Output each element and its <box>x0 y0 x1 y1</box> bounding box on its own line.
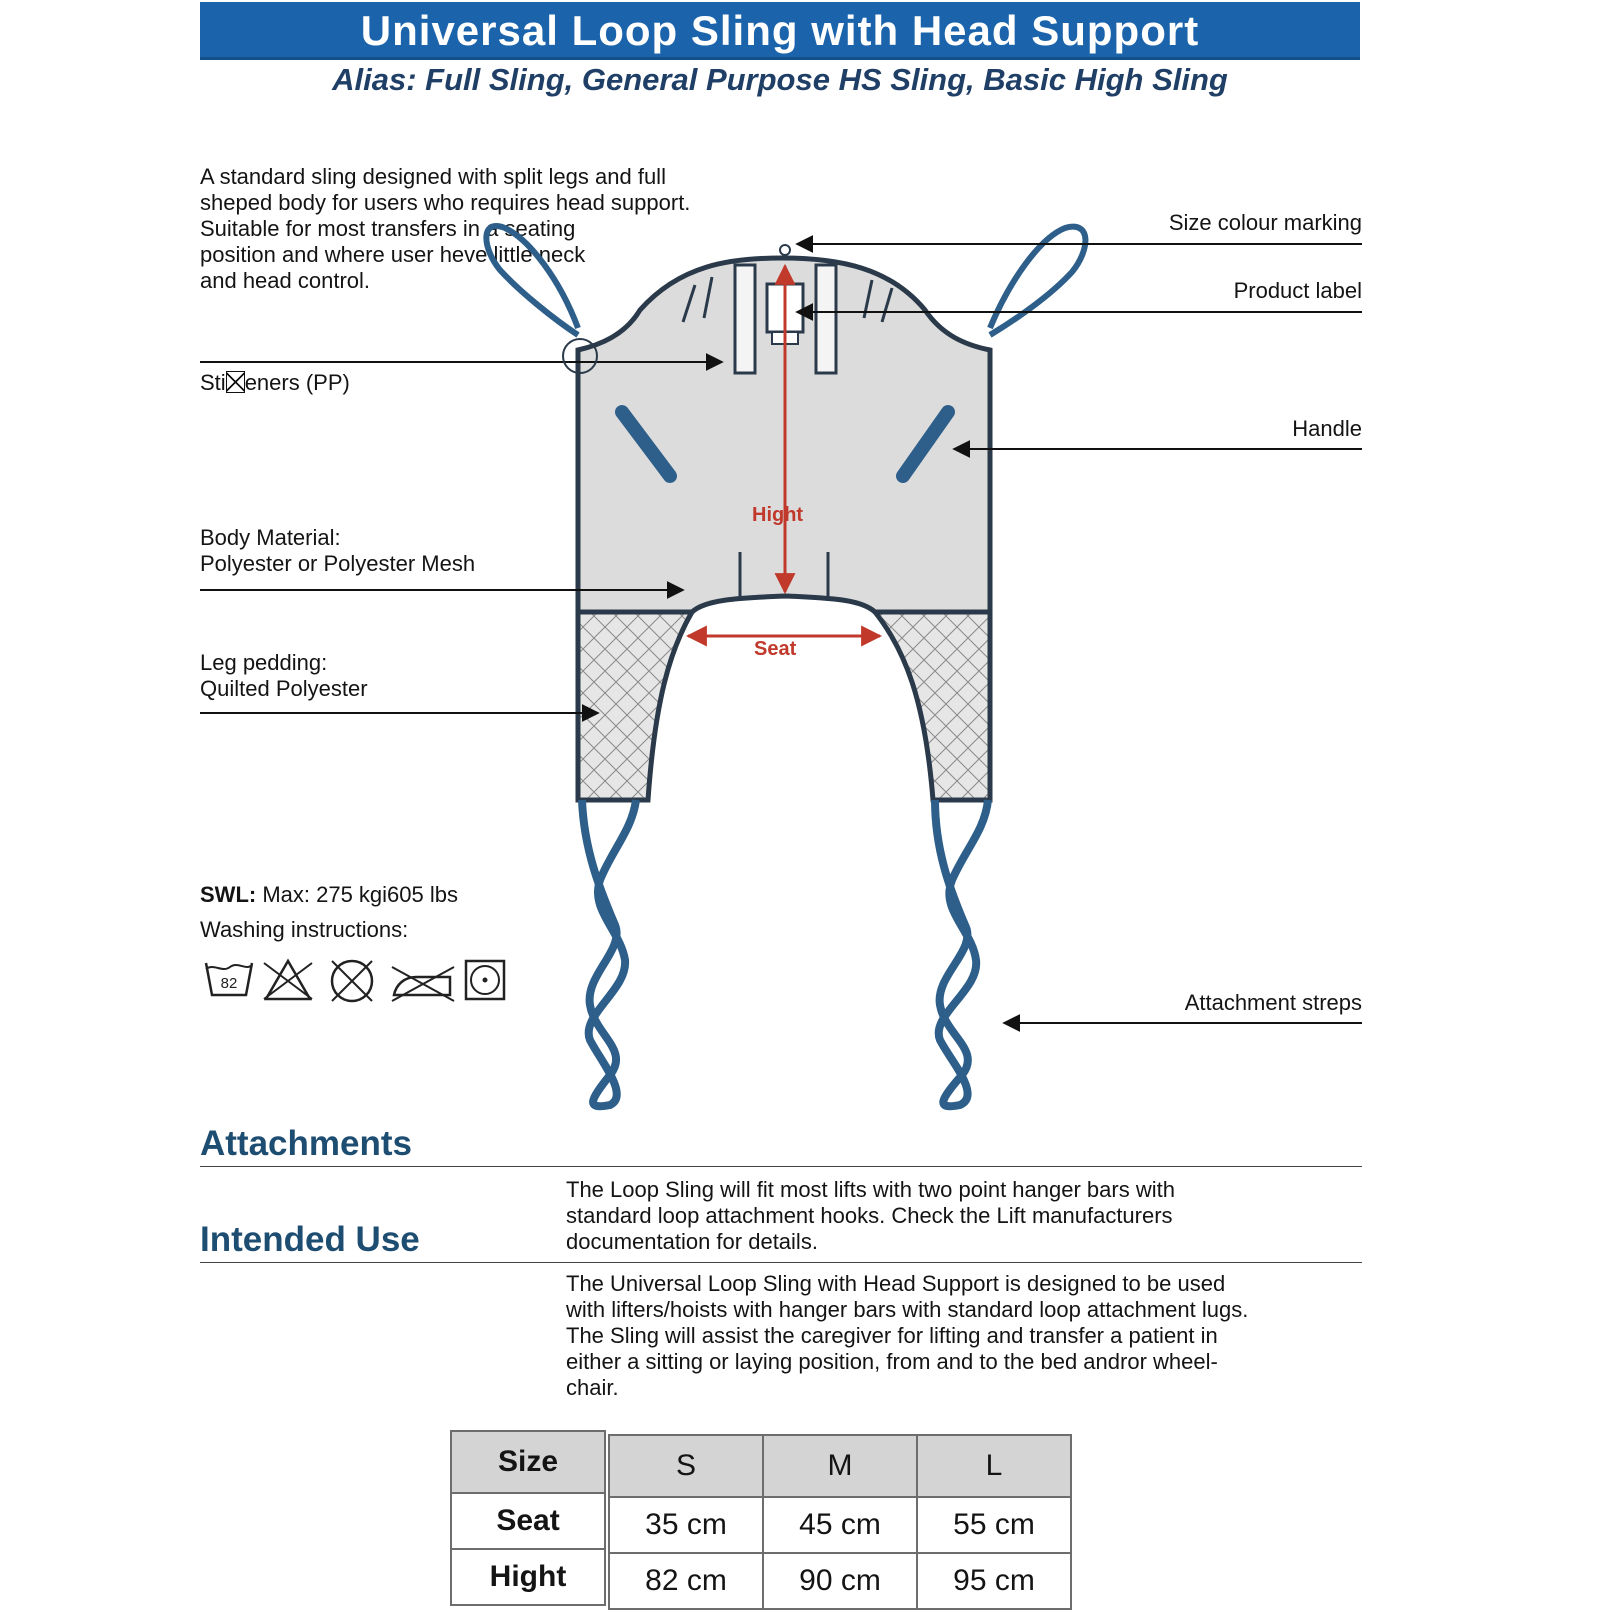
table-cell: 45 cm <box>763 1497 917 1553</box>
table-cell: 90 cm <box>763 1553 917 1609</box>
table-cell: 82 cm <box>609 1553 763 1609</box>
leg-padding-label: Leg pedding: Quilted Polyester <box>200 650 368 701</box>
attachments-text: The Loop Sling will fit most lifts with two point hanger bars with standard loop attachment hooks. Check the Lift manufacturers documentation for details. <box>566 1177 1175 1254</box>
size-table-row-headers <box>450 1430 606 1606</box>
intended-use-heading: Intended Use <box>200 1220 420 1259</box>
left-head-loop <box>486 226 578 335</box>
wash-82-icon <box>206 963 252 995</box>
size-colour-marking-label: Size colour marking <box>1168 210 1362 235</box>
left-leg-strap <box>582 800 636 1106</box>
description-line: position and where user heve little neck <box>200 242 586 267</box>
dry-clean-icon <box>466 961 504 999</box>
right-head-loop <box>990 227 1085 335</box>
hight-dimension-label: Hight <box>752 504 804 526</box>
hight-row-header: Hight <box>451 1549 605 1605</box>
page-subtitle: Alias: Full Sling, General Purpose HS Sling, Basic High Sling <box>332 62 1228 97</box>
missing-glyph-icon <box>226 371 245 393</box>
size-column-l: L <box>917 1435 1071 1497</box>
product-label-label: Product label <box>1233 278 1362 303</box>
attachments-heading: Attachments <box>200 1124 412 1163</box>
table-cell: 55 cm <box>917 1497 1071 1553</box>
size-column-m: M <box>763 1435 917 1497</box>
size-table <box>608 1434 1072 1610</box>
description-line: and head control. <box>200 268 371 293</box>
intended-use-text: The Universal Loop Sling with Head Support is designed to be used with lifters/hoists with hanger bars with standard loop attachment lugs. The Sling will assist the caregiver for lifting and transfer a patient in either a sitting or laying position, from and to the bed andror wheel- chair. <box>566 1271 1249 1400</box>
size-header-cell: Size <box>451 1431 605 1493</box>
stiffener-left <box>735 265 755 373</box>
right-leg-padding <box>875 612 990 800</box>
seat-row-header: Seat <box>451 1493 605 1549</box>
attachment-straps-label: Attachment streps <box>1184 990 1362 1015</box>
stiffener-right <box>816 265 836 373</box>
description-line: Suitable for most transfers in a seating <box>200 216 576 241</box>
body-material-label: Body Material: Polyester or Polyester Mesh <box>200 525 476 576</box>
table-cell: 95 cm <box>917 1553 1071 1609</box>
right-leg-strap <box>935 800 988 1106</box>
no-bleach-icon <box>264 961 312 999</box>
washing-instructions-label: Washing instructions: <box>200 917 409 942</box>
intended-use-divider <box>200 1262 1362 1263</box>
page-title: Universal Loop Sling with Head Support <box>360 7 1200 54</box>
svg-text:82: 82 <box>220 975 238 992</box>
description-line: A standard sling designed with split legs and full <box>200 164 666 189</box>
no-tumble-dry-icon <box>332 961 372 1001</box>
handle-label: Handle <box>1292 416 1362 441</box>
table-cell: 35 cm <box>609 1497 763 1553</box>
swl-text: SWL: Max: 275 kgi605 lbs <box>200 882 458 907</box>
seat-dimension-label: Seat <box>754 638 797 660</box>
washing-icons <box>200 955 520 1005</box>
description-line: sheped body for users who requires head support. <box>200 190 691 215</box>
stiffeners-label: Sti eners (PP) <box>200 370 350 395</box>
attachments-divider <box>200 1166 1362 1167</box>
left-leg-padding <box>578 612 692 800</box>
no-iron-icon <box>392 967 454 1001</box>
size-column-s: S <box>609 1435 763 1497</box>
